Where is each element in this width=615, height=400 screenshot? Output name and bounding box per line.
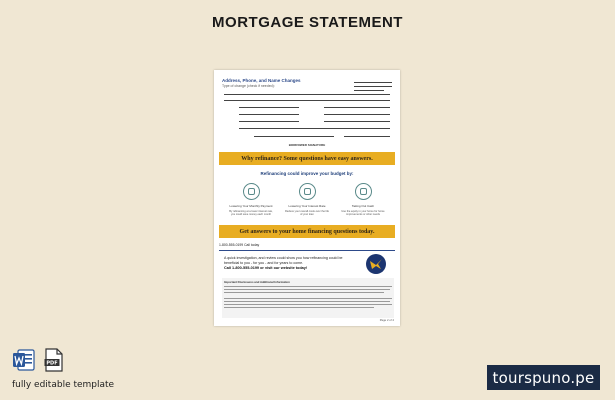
svg-text:PDF: PDF xyxy=(46,360,58,367)
form-line xyxy=(324,107,390,108)
bank-logo-icon xyxy=(366,254,386,274)
feature-description: Reduce your overall costs over the life of your loan xyxy=(285,210,329,217)
form-line xyxy=(224,100,390,101)
form-line xyxy=(254,136,334,137)
piggy-bank-icon xyxy=(243,183,260,200)
document-subheader: Type of change (check if needed): xyxy=(222,84,275,88)
form-line xyxy=(344,136,390,137)
form-line xyxy=(239,114,299,115)
promo-block xyxy=(224,256,354,270)
refinance-banner-text: Why refinance? Some questions have easy answers. xyxy=(241,155,373,162)
divider xyxy=(219,250,395,251)
feature-description: Use the equity in your home for home improvements or other needs xyxy=(341,210,385,217)
file-format-icons xyxy=(12,348,64,372)
page-title: MORTGAGE STATEMENT xyxy=(212,14,403,31)
form-line xyxy=(239,121,299,122)
feature-label: Lowering Your Monthly Payment xyxy=(229,204,273,208)
refinance-subheading: Refinancing could improve your budget by: xyxy=(260,171,354,176)
form-line xyxy=(239,128,390,129)
legal-text-line xyxy=(224,304,392,305)
form-line xyxy=(224,94,390,95)
feature-label: Lowering Your Interest Rate xyxy=(288,204,326,208)
legal-title: Important Disclosures and Additional Information xyxy=(224,280,290,284)
document-header: Address, Phone, and Name Changes xyxy=(222,78,301,83)
percent-icon xyxy=(299,183,316,200)
promo-text: A quick investigation, and review could show you how refinancing could be beneficial to you - for you - and for years to come. xyxy=(224,256,343,265)
promo-phone: Call 1-800-555-0199 or visit our website today! xyxy=(224,265,308,270)
feature-label: Taking Out Cash xyxy=(351,204,375,208)
form-line xyxy=(239,107,299,108)
feature-interest-rate xyxy=(284,183,330,217)
feature-cash-out xyxy=(340,183,386,217)
legal-text-line xyxy=(224,292,384,293)
financing-banner-text: Get answers to your home financing questions today. xyxy=(239,228,375,235)
formats-label: fully editable template xyxy=(12,380,115,390)
word-file-icon xyxy=(12,348,36,372)
form-line xyxy=(324,114,390,115)
refinance-banner xyxy=(219,152,395,165)
house-icon xyxy=(355,183,372,200)
legal-text-line xyxy=(224,289,390,290)
pdf-file-icon xyxy=(44,348,64,372)
legal-text-line xyxy=(224,301,390,302)
signature-label: BORROWER SIGNATURE xyxy=(288,143,326,147)
page-number: Page 2 of 2 xyxy=(379,318,394,322)
legal-text-line xyxy=(224,307,374,308)
call-line: 1-800-555-0199 Call today xyxy=(219,243,260,247)
feature-monthly-payment xyxy=(228,183,274,217)
financing-banner xyxy=(219,225,395,238)
legal-text-line xyxy=(224,286,392,287)
legal-text-line xyxy=(224,298,392,299)
brand-watermark[interactable]: tourspuno.pe xyxy=(487,365,600,390)
document-preview xyxy=(214,70,400,326)
form-line xyxy=(324,121,390,122)
feature-description: By refinancing at a lower interest rate, you could save money each month xyxy=(229,210,273,217)
